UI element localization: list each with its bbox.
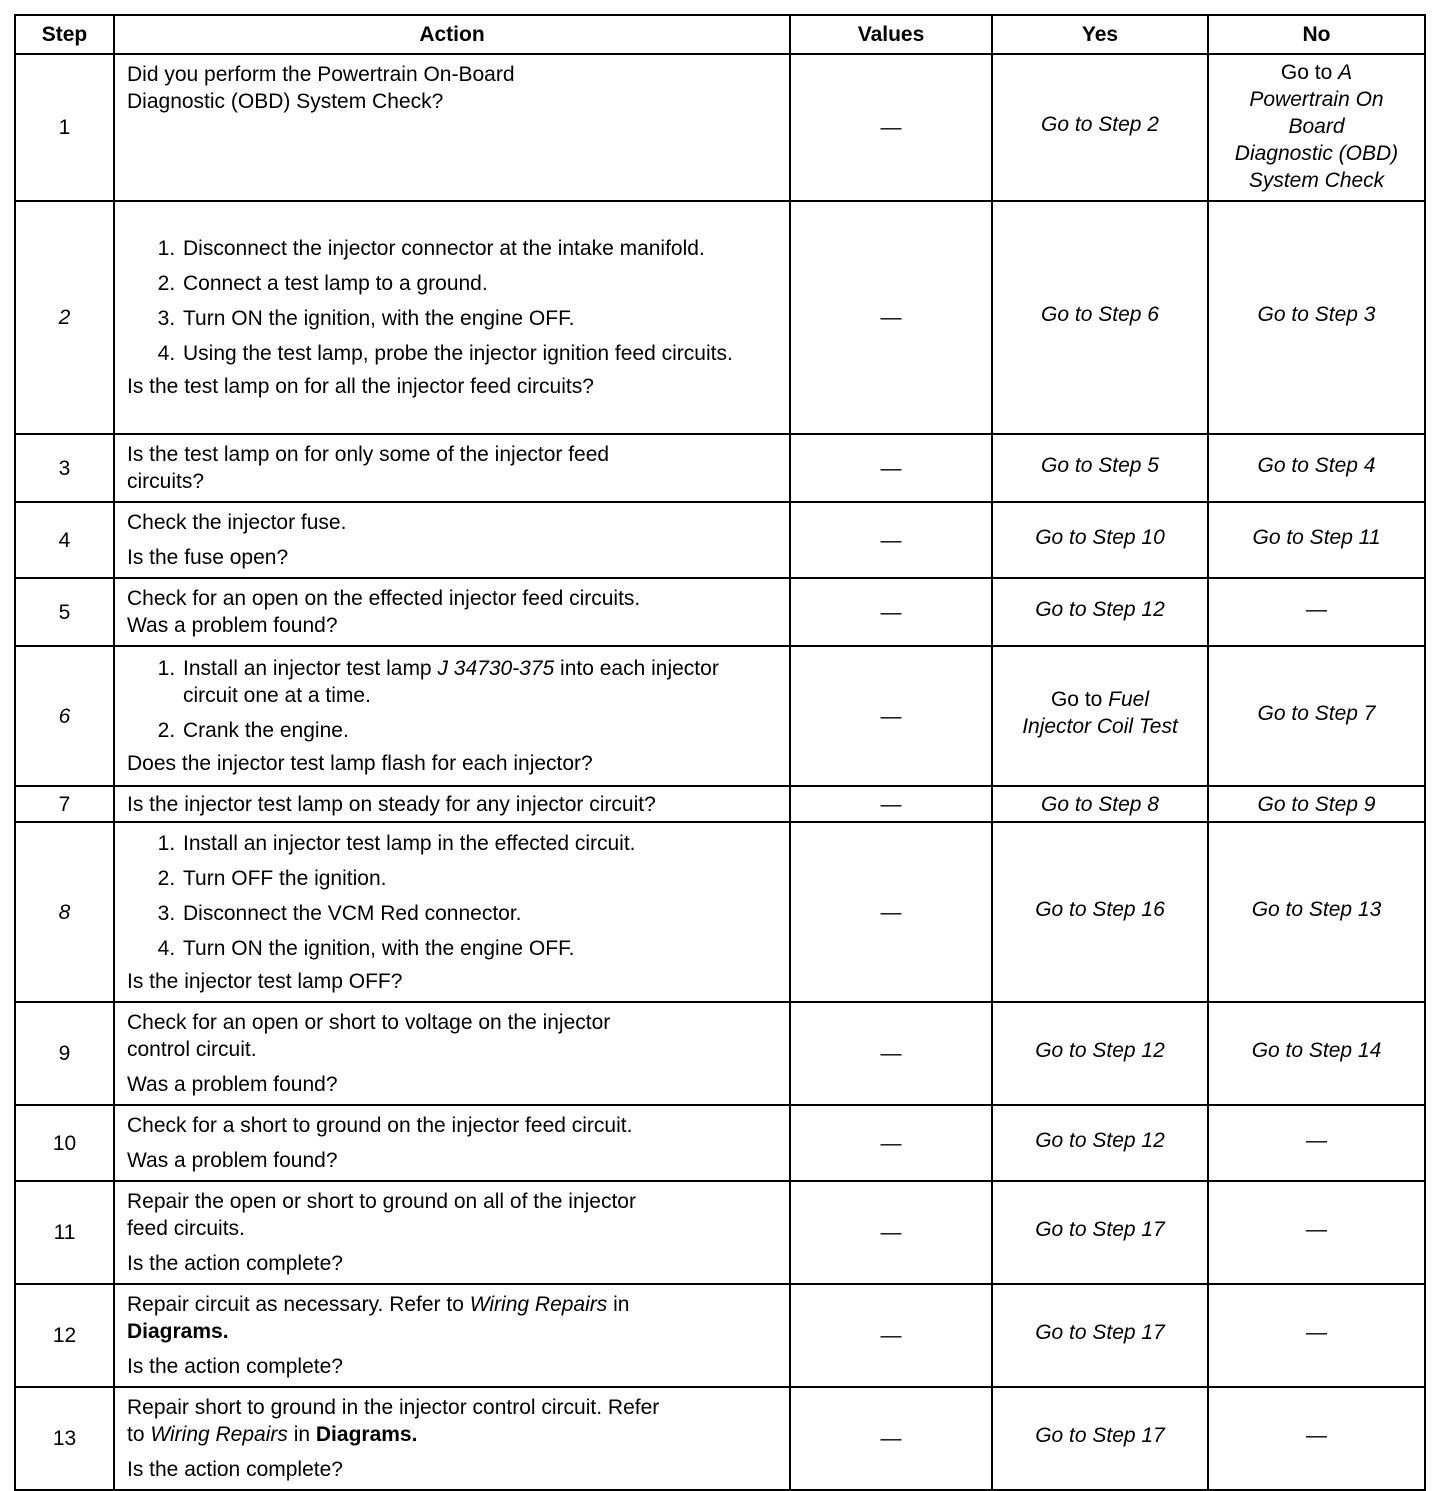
diagnostic-table bbox=[14, 14, 1426, 1491]
no-link[interactable]: Powertrain On bbox=[1249, 88, 1384, 111]
step-number: 4 bbox=[15, 502, 114, 578]
table-row bbox=[15, 1387, 1425, 1490]
action-text bbox=[127, 1421, 779, 1448]
wiring-repairs-link[interactable]: Wiring Repairs bbox=[150, 1423, 288, 1446]
no-link[interactable]: Go to Step 9 bbox=[1208, 786, 1425, 822]
values-cell: — bbox=[790, 54, 992, 201]
diagrams-reference: Diagrams. bbox=[315, 1423, 418, 1446]
action-steps-list bbox=[127, 655, 779, 744]
yes-link[interactable]: Injector Coil Test bbox=[1022, 715, 1178, 738]
action-cell bbox=[114, 786, 790, 822]
table-row bbox=[15, 646, 1425, 786]
values-cell: — bbox=[790, 502, 992, 578]
no-link[interactable]: Board bbox=[1288, 115, 1345, 138]
step-number: 2 bbox=[15, 201, 114, 434]
yes-link[interactable]: Go to Step 5 bbox=[992, 434, 1208, 502]
no-cell: — bbox=[1208, 578, 1425, 646]
table-row bbox=[15, 1002, 1425, 1105]
action-cell bbox=[114, 54, 790, 201]
action-question: Was a problem found? bbox=[127, 614, 338, 637]
no-cell: — bbox=[1208, 1387, 1425, 1490]
no-cell: — bbox=[1208, 1181, 1425, 1284]
action-question: Does the injector test lamp flash for each injector? bbox=[127, 752, 593, 775]
action-text: control circuit. bbox=[127, 1038, 257, 1061]
values-cell: — bbox=[790, 201, 992, 434]
action-text: Diagnostic (OBD) System Check? bbox=[127, 90, 444, 113]
header-row bbox=[15, 15, 1425, 54]
values-cell: — bbox=[790, 822, 992, 1002]
yes-link[interactable]: Go to Step 6 bbox=[992, 201, 1208, 434]
step-number: 12 bbox=[15, 1284, 114, 1387]
yes-link[interactable]: Go to Step 8 bbox=[992, 786, 1208, 822]
step-number: 11 bbox=[15, 1181, 114, 1284]
action-question: Is the action complete? bbox=[127, 1355, 343, 1378]
diagrams-reference: Diagrams. bbox=[127, 1320, 229, 1343]
action-cell bbox=[114, 578, 790, 646]
action-cell bbox=[114, 502, 790, 578]
step-number: 6 bbox=[15, 646, 114, 786]
header-action: Action bbox=[114, 15, 790, 54]
values-cell: — bbox=[790, 1284, 992, 1387]
yes-link[interactable]: Go to Step 10 bbox=[992, 502, 1208, 578]
header-no: No bbox=[1208, 15, 1425, 54]
no-link[interactable]: Go to Step 13 bbox=[1208, 822, 1425, 1002]
yes-cell bbox=[992, 646, 1208, 786]
action-text: Repair the open or short to ground on all of the injector bbox=[127, 1190, 636, 1213]
header-values: Values bbox=[790, 15, 992, 54]
no-link[interactable]: System Check bbox=[1248, 169, 1385, 192]
no-link[interactable]: Go to Step 14 bbox=[1208, 1002, 1425, 1105]
yes-link[interactable]: Go to Step 16 bbox=[992, 822, 1208, 1002]
no-link[interactable]: A bbox=[1338, 61, 1353, 84]
list-item: 2. Crank the engine. bbox=[181, 717, 779, 744]
values-cell: — bbox=[790, 646, 992, 786]
action-question: Is the fuse open? bbox=[127, 546, 289, 569]
action-question: Is the injector test lamp OFF? bbox=[127, 969, 403, 993]
action-question: Is the injector test lamp on steady for any injector circuit? bbox=[127, 792, 656, 816]
yes-link[interactable]: Go to Step 17 bbox=[992, 1181, 1208, 1284]
list-item: 3. Turn ON the ignition, with the engine OFF. bbox=[181, 305, 779, 332]
table-row bbox=[15, 1105, 1425, 1181]
action-text: Check for an open on the effected injector feed circuits. bbox=[127, 587, 641, 610]
header-yes: Yes bbox=[992, 15, 1208, 54]
table-row bbox=[15, 1181, 1425, 1284]
list-item: 2. Connect a test lamp to a ground. bbox=[181, 270, 779, 297]
action-cell bbox=[114, 1387, 790, 1490]
no-cell: — bbox=[1208, 1105, 1425, 1181]
action-text: Check for a short to ground on the injector feed circuit. bbox=[127, 1114, 633, 1137]
header-step: Step bbox=[15, 15, 114, 54]
yes-link[interactable]: Fuel bbox=[1108, 688, 1150, 711]
no-text: Go to bbox=[1280, 61, 1339, 84]
yes-link[interactable]: Go to Step 12 bbox=[992, 1105, 1208, 1181]
no-link[interactable]: Diagnostic (OBD) bbox=[1234, 142, 1399, 165]
action-text: Did you perform the Powertrain On-Board bbox=[127, 63, 515, 86]
values-cell: — bbox=[790, 434, 992, 502]
action-text-part: in bbox=[607, 1293, 630, 1316]
list-item bbox=[181, 655, 779, 709]
action-text-part: Repair circuit as necessary. Refer to bbox=[127, 1293, 470, 1316]
wiring-repairs-link[interactable]: Wiring Repairs bbox=[469, 1293, 608, 1316]
list-item: 4. Using the test lamp, probe the injector ignition feed circuits. bbox=[181, 340, 779, 367]
action-steps-list bbox=[127, 235, 779, 367]
tool-reference: J 34730-375 bbox=[437, 657, 555, 680]
action-text: into each injector circuit one at a time. bbox=[183, 657, 719, 707]
list-item: 3. Disconnect the VCM Red connector. bbox=[181, 900, 779, 927]
values-cell: — bbox=[790, 578, 992, 646]
action-question: Is the test lamp on for all the injector feed circuits? bbox=[127, 375, 594, 398]
values-cell: — bbox=[790, 1387, 992, 1490]
no-link[interactable]: Go to Step 11 bbox=[1208, 502, 1425, 578]
action-question: Was a problem found? bbox=[127, 1073, 338, 1096]
action-text-part: in bbox=[287, 1423, 316, 1446]
action-text: Is the test lamp on for only some of the injector feed bbox=[127, 443, 610, 466]
action-question: Is the action complete? bbox=[127, 1458, 343, 1481]
table-row bbox=[15, 822, 1425, 1002]
values-cell: — bbox=[790, 1181, 992, 1284]
no-link[interactable]: Go to Step 4 bbox=[1208, 434, 1425, 502]
step-number: 3 bbox=[15, 434, 114, 502]
list-item: 4. Turn ON the ignition, with the engine OFF. bbox=[181, 935, 779, 962]
table-row bbox=[15, 578, 1425, 646]
table-row bbox=[15, 434, 1425, 502]
no-link[interactable]: Go to Step 3 bbox=[1208, 201, 1425, 434]
action-cell bbox=[114, 434, 790, 502]
action-question: Is the action complete? bbox=[127, 1252, 343, 1275]
action-text: circuits? bbox=[127, 470, 205, 493]
no-link[interactable]: Go to Step 7 bbox=[1208, 646, 1425, 786]
list-item: 2. Turn OFF the ignition. bbox=[181, 865, 779, 892]
yes-text: Go to bbox=[1050, 688, 1109, 711]
values-cell: — bbox=[790, 786, 992, 822]
table-row bbox=[15, 786, 1425, 822]
values-cell: — bbox=[790, 1105, 992, 1181]
step-number: 7 bbox=[15, 786, 114, 822]
action-text: Repair short to ground in the injector control circuit. Refer bbox=[127, 1396, 660, 1419]
action-cell bbox=[114, 646, 790, 786]
no-cell bbox=[1208, 54, 1425, 201]
action-steps-list bbox=[127, 830, 779, 962]
action-text: Install an injector test lamp bbox=[183, 657, 438, 680]
step-number: 8 bbox=[15, 822, 114, 1002]
step-number: 10 bbox=[15, 1105, 114, 1181]
action-text: Check for an open or short to voltage on the injector bbox=[127, 1011, 611, 1034]
table-row bbox=[15, 502, 1425, 578]
table-row bbox=[15, 201, 1425, 434]
action-cell bbox=[114, 1181, 790, 1284]
action-text bbox=[127, 1291, 779, 1318]
action-cell bbox=[114, 201, 790, 434]
values-cell: — bbox=[790, 1002, 992, 1105]
action-text-part: to bbox=[127, 1423, 151, 1446]
list-item: 1. Install an injector test lamp in the effected circuit. bbox=[181, 830, 779, 857]
action-text: feed circuits. bbox=[127, 1217, 245, 1240]
step-number: 1 bbox=[15, 54, 114, 201]
no-cell: — bbox=[1208, 1284, 1425, 1387]
action-cell bbox=[114, 1002, 790, 1105]
yes-link[interactable]: Go to Step 2 bbox=[992, 54, 1208, 201]
action-cell bbox=[114, 1284, 790, 1387]
action-question: Was a problem found? bbox=[127, 1149, 338, 1172]
table-row bbox=[15, 54, 1425, 201]
yes-link[interactable]: Go to Step 17 bbox=[992, 1387, 1208, 1490]
step-number: 5 bbox=[15, 578, 114, 646]
step-number: 9 bbox=[15, 1002, 114, 1105]
yes-link[interactable]: Go to Step 17 bbox=[992, 1284, 1208, 1387]
yes-link[interactable]: Go to Step 12 bbox=[992, 1002, 1208, 1105]
table-row bbox=[15, 1284, 1425, 1387]
action-text: Check the injector fuse. bbox=[127, 511, 347, 534]
action-cell bbox=[114, 1105, 790, 1181]
action-cell bbox=[114, 822, 790, 1002]
step-number: 13 bbox=[15, 1387, 114, 1490]
list-item: 1. Disconnect the injector connector at the intake manifold. bbox=[181, 235, 779, 262]
yes-link[interactable]: Go to Step 12 bbox=[992, 578, 1208, 646]
